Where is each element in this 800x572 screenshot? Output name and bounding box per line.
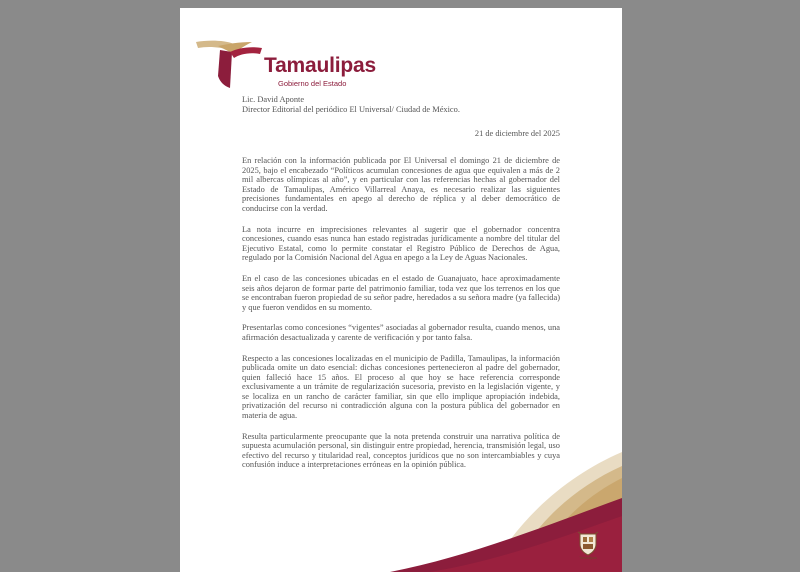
tamaulipas-logo-icon (194, 38, 266, 94)
state-coat-of-arms-icon (575, 530, 601, 556)
body-paragraph: Respecto a las concesiones localizadas en el municipio de Padilla, Tamaulipas, la información publicada omite un dato esencial: dichas concesiones pertenecieron al padre del gobernador, quien falleció hace 15 años. El proceso al que hoy se hace referencia corresponde exclusivamente a un trámite de regularización sucesoria, previsto en la legislación vigente, y se localiza en un rancho de carácter familiar, sin que ello implique apropiación indebida, privatización del recurso ni contradicción alguna con la postura pública del gobernador en materia de agua. (242, 353, 560, 421)
body-paragraph: Presentarlas como concesiones “vigentes” asociadas al gobernador resulta, cuando menos, una afirmación desactualizada y carente de verificación y por tanto falsa. (242, 323, 560, 342)
body-paragraph: En relación con la información publicada por El Universal el domingo 21 de diciembre de 2025, bajo el encabezado “Políticos acumulan concesiones de agua que equivalen a más de 2 mil albercas olímpicas al año”, y en particular con las referencias hechas al gobernador del Estado de Tamaulipas, Américo Villarreal Anaya, es necesario realizar las siguientes precisiones fundamentales en apego al derecho de réplica y al deber democrático de conducirse con la verdad. (242, 156, 560, 213)
recipient-position: Director Editorial del periódico El Universal/ Ciudad de México. (242, 104, 460, 114)
brand-subtitle: Gobierno del Estado (278, 79, 347, 88)
state-seal (575, 530, 601, 564)
body-paragraph: La nota incurre en imprecisiones relevantes al sugerir que el gobernador concentra concesiones, cuando esas nunca han estado registradas jurídicamente a nombre del titular del Ejecutivo Estatal, como lo permite constatar el Registro Público de Derechos de Agua, regulado por la Comisión Nacional del Agua en apego a la Ley de Aguas Nacionales. (242, 224, 560, 263)
seal-label: Tamaulipas (579, 556, 597, 560)
letter-body (242, 156, 560, 481)
letter-page (180, 8, 622, 572)
letter-date: 21 de diciembre del 2025 (474, 129, 560, 138)
brand-title: Tamaulipas (264, 54, 376, 77)
recipient-block (242, 95, 560, 114)
recipient-name: Lic. David Aponte (242, 95, 305, 104)
header-logo (194, 38, 374, 94)
body-paragraph: Resulta particularmente preocupante que la nota pretenda construir una narrativa política de supuesta acumulación personal, sin distinguir entre propiedad, herencia, transmisión legal, uso efectivo del recurso y titularidad real, conceptos jurídicos que no son intercambiables y cuya confusión induce a interpretaciones erróneas en la opinión pública. (242, 431, 560, 470)
body-paragraph: En el caso de las concesiones ubicadas en el estado de Guanajuato, hace aproximadamente seis años dejaron de formar parte del patrimonio familiar, toda vez que los terrenos en los que se encontraban fueron propiedad de su señor padre, heredados a su señora madre (ya fallecida) y que fueron vendidos en su momento. (242, 273, 560, 312)
